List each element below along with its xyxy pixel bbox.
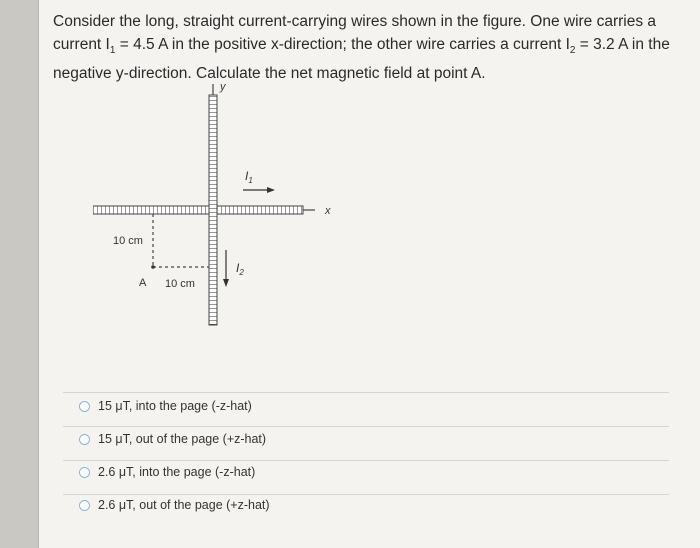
radio-button[interactable] [79,434,90,445]
horizontal-distance-label: 10 cm [165,278,195,290]
option-label: 15 μT, into the page (-z-hat) [98,399,252,413]
radio-button[interactable] [79,500,90,511]
option-label: 2.6 μT, out of the page (+z-hat) [98,498,270,512]
vertical-distance-label: 10 cm [113,235,143,247]
wires-figure [93,80,373,330]
radio-button[interactable] [79,467,90,478]
wire-1 [93,206,303,214]
wire-2 [209,95,217,325]
option-label: 2.6 μT, into the page (-z-hat) [98,465,256,479]
question-text: Consider the long, straight current-carrying wires shown in the figure. One wire carries a current $I_1 = 4.5$ A in the positive x-direction; the other wire carries a current $I_2 = 3.2$ A in the negative y-direction. Calculate the net magnetic field at point A. [53,13,670,83]
radio-button[interactable] [79,401,90,412]
question-card [38,0,700,548]
current-1-label: $I_1$ [245,169,253,185]
answer-option-4[interactable] [79,495,270,515]
point-a [151,265,155,269]
divider [63,392,669,393]
divider [63,426,669,427]
x-axis-label: x [325,205,331,217]
divider [63,460,669,461]
point-a-label: A [139,277,147,289]
current-2-label: $I_2$ [236,261,244,277]
y-axis-label: y [220,81,226,93]
answer-option-2[interactable] [79,429,266,449]
answer-option-1[interactable] [79,396,252,416]
answer-option-3[interactable] [79,462,255,482]
option-label: 15 μT, out of the page (+z-hat) [98,432,267,446]
